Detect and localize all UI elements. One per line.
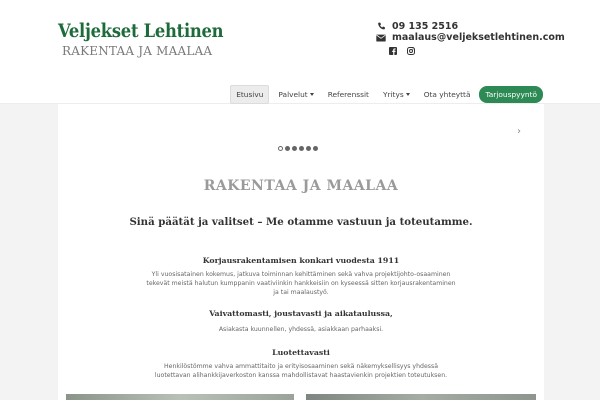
section-heading: Korjausrakentamisen konkari vuodesta 1911 xyxy=(202,256,400,265)
nav-item-palvelut[interactable] xyxy=(273,86,318,103)
nav-item-label: Referenssit xyxy=(327,89,369,99)
section-heading: Luotettavasti xyxy=(272,348,330,357)
contact-phone[interactable] xyxy=(376,21,458,32)
email-address[interactable]: maalaus@veljeksetlehtinen.com xyxy=(392,32,565,43)
main-navigation xyxy=(230,84,543,104)
phone-icon xyxy=(376,22,386,32)
tagline: Sinä päätät ja valitset – Me otamme vastuun ja toteutamme. xyxy=(129,216,473,228)
site-slogan: RAKENTAA JA MAALAA xyxy=(62,44,213,58)
nav-item-yritys[interactable] xyxy=(378,86,415,103)
nav-item-ota-yhteytta[interactable] xyxy=(419,86,476,103)
section-text: Yli vuosisatainen kokemus, jatkuva toiminnan kehittäminen sekä vahva projektijohto-osaaminen tekevät meistä halutun kumppanin vaativiinkin hankkeisiin on kyseessä sitten korjausrakentaminen ja tai maalaustyö. xyxy=(146,271,456,296)
reference-image[interactable] xyxy=(66,394,294,400)
main-content xyxy=(58,104,544,400)
slider-dots xyxy=(278,146,318,151)
section-text: Asiakasta kuunnellen, yhdessä, asiakkaan parhaaksi. xyxy=(218,326,384,333)
phone-number[interactable]: 09 135 2516 xyxy=(392,21,459,32)
section-text: Henkilöstömme vahva ammattitaito ja erityisosaaminen sekä näkemyksellisyys yhdessä luotettavan alihankkijaverkoston kanssa mahdollistavat haastavienkin projektien toteutuksen. xyxy=(154,363,448,379)
nav-item-label: Palvelut xyxy=(278,89,308,99)
nav-item-label: Etusivu xyxy=(236,89,264,99)
nav-item-label: Yritys xyxy=(382,89,404,99)
caret-down-icon xyxy=(406,93,410,96)
nav-item-label: Ota yhteyttä xyxy=(423,89,471,99)
slider-dot[interactable] xyxy=(306,146,311,151)
slider-next-arrow[interactable]: › xyxy=(517,126,521,137)
nav-item-etusivu[interactable] xyxy=(230,85,269,104)
envelope-icon xyxy=(376,33,386,43)
caret-down-icon xyxy=(310,93,314,96)
quote-request-button[interactable]: Tarjouspyyntö xyxy=(479,86,543,103)
slider-dot[interactable] xyxy=(278,146,283,151)
page-title: RAKENTAA JA MAALAA xyxy=(203,178,399,194)
slider-dot[interactable] xyxy=(285,146,290,151)
slider-dot[interactable] xyxy=(299,146,304,151)
section-heading: Vaivattomasti, joustavasti ja aikataulussa, xyxy=(209,309,393,318)
contact-email[interactable] xyxy=(376,32,565,43)
instagram-icon[interactable] xyxy=(406,46,416,56)
reference-image[interactable] xyxy=(306,394,536,400)
facebook-icon[interactable] xyxy=(388,46,398,56)
site-logo[interactable]: Veljekset Lehtinen xyxy=(58,20,224,42)
slider-dot[interactable] xyxy=(292,146,297,151)
nav-item-referenssit[interactable] xyxy=(323,86,374,103)
slider-dot[interactable] xyxy=(313,146,318,151)
